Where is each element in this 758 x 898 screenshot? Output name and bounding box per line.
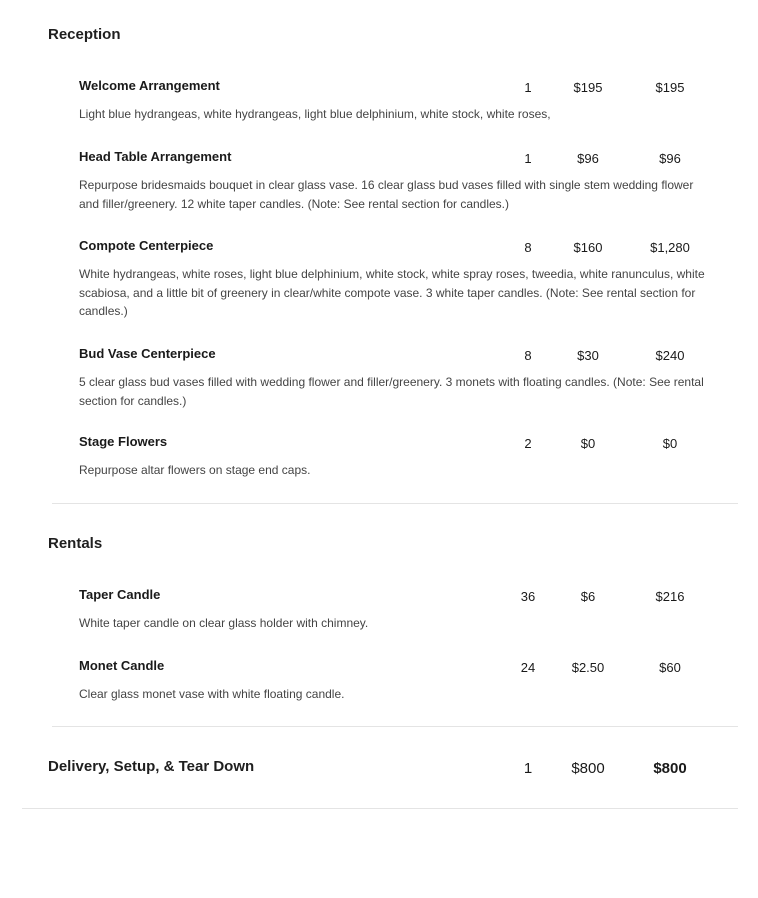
item-total: $216 (655, 589, 685, 604)
item-quantity: 2 (524, 436, 532, 451)
item-description: Repurpose bridesmaids bouquet in clear glass vase. 16 clear glass bud vases filled with single stem wedding flower and filler/greenery. 12 white taper candles. (Note: See rental section for candles.) (79, 178, 694, 211)
item-total: $96 (659, 151, 681, 166)
item-description: White hydrangeas, white roses, light blue delphinium, white stock, white spray roses, tweedia, white ranunculus, white scabiosa, and a little bit of greenery in clear/white compote vase. 3 white taper candles. (Note: See rental section for candles.) (79, 267, 705, 318)
item-unit-price: $2.50 (571, 660, 605, 675)
item-unit-price: $0 (580, 436, 596, 451)
item-quantity: 1 (524, 151, 532, 166)
item-name: Stage Flowers (79, 434, 168, 449)
item-description: Repurpose altar flowers on stage end caps. (79, 463, 311, 477)
item-quantity: 36 (520, 589, 536, 604)
delivery-total: $800 (653, 760, 687, 777)
item-unit-price: $96 (577, 151, 599, 166)
item-quantity: 8 (524, 348, 532, 363)
item-unit-price: $160 (573, 240, 603, 255)
section-title-reception: Reception (48, 26, 121, 43)
item-name: Compote Centerpiece (79, 238, 214, 253)
item-quantity: 24 (520, 660, 536, 675)
item-description: White taper candle on clear glass holder with chimney. (79, 616, 369, 630)
item-quantity: 8 (524, 240, 532, 255)
item-total: $240 (655, 348, 685, 363)
item-name: Monet Candle (79, 658, 165, 673)
item-unit-price: $30 (577, 348, 599, 363)
item-total: $195 (655, 80, 685, 95)
item-total: $1,280 (650, 240, 690, 255)
item-description: Clear glass monet vase with white floating candle. (79, 687, 345, 701)
section-divider (52, 503, 738, 504)
item-quantity: 1 (524, 80, 532, 95)
item-name: Welcome Arrangement (79, 78, 220, 93)
item-total: $60 (659, 660, 681, 675)
item-name: Head Table Arrangement (79, 149, 232, 164)
delivery-title: Delivery, Setup, & Tear Down (48, 758, 255, 775)
item-name: Taper Candle (79, 587, 161, 602)
item-total: $0 (662, 436, 678, 451)
section-divider (22, 808, 738, 809)
delivery-quantity: 1 (523, 760, 533, 777)
item-unit-price: $195 (573, 80, 603, 95)
item-name: Bud Vase Centerpiece (79, 346, 216, 361)
section-title-rentals: Rentals (48, 535, 103, 552)
delivery-unit-price: $800 (571, 760, 605, 777)
item-description: 5 clear glass bud vases filled with wedding flower and filler/greenery. 3 monets with floating candles. (Note: See rental section for candles.) (79, 375, 704, 408)
item-description: Light blue hydrangeas, white hydrangeas, light blue delphinium, white stock, white roses, (79, 107, 551, 121)
section-divider (52, 726, 738, 727)
item-unit-price: $6 (580, 589, 596, 604)
